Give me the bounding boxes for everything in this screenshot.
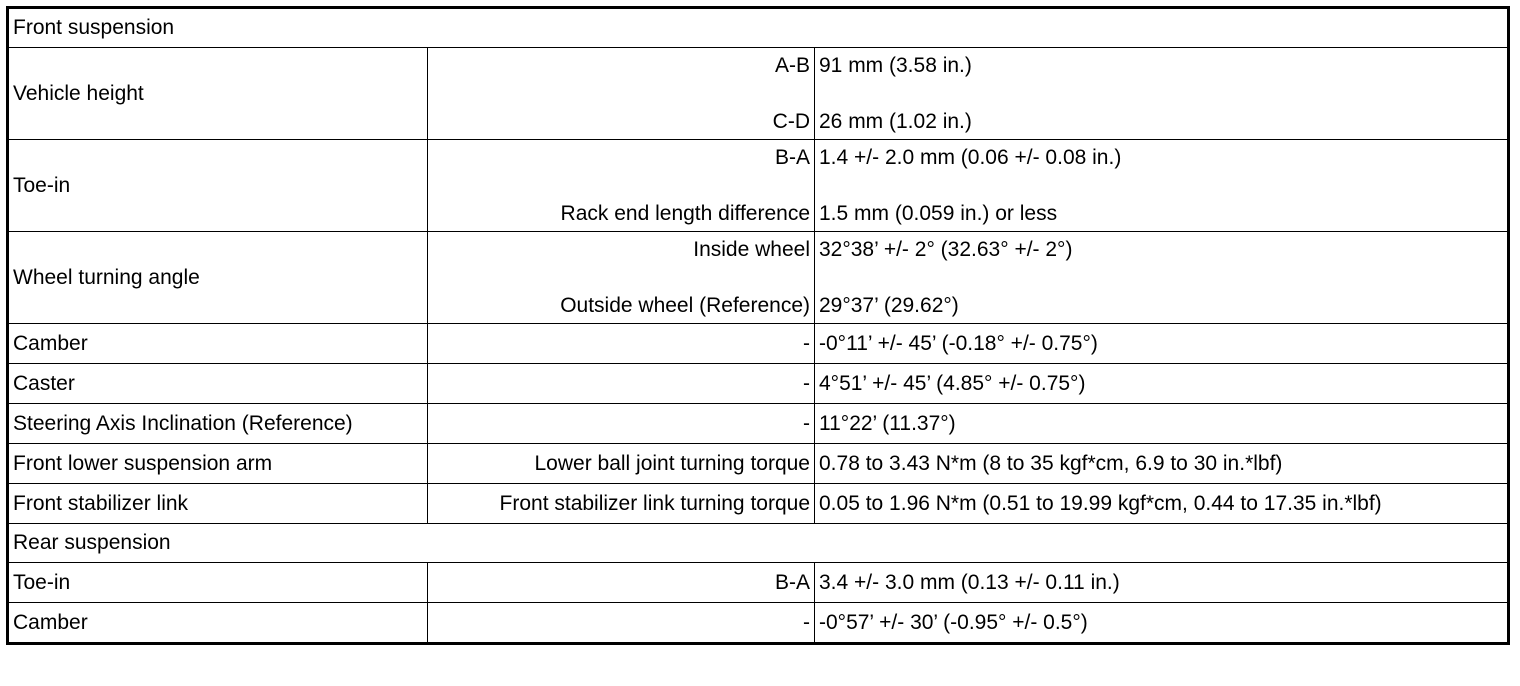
sub-item-label: - [428, 603, 815, 644]
spec-value: -0°57’ +/- 30’ (-0.95° +/- 0.5°) [815, 603, 1509, 644]
item-label: Camber [8, 324, 428, 364]
sub-item-label: - [428, 364, 815, 404]
table-row-front-lower-suspension-arm [8, 444, 1509, 484]
value-cell [815, 140, 1509, 232]
sub-item-label: - [428, 404, 815, 444]
item-label: Front stabilizer link [8, 484, 428, 524]
section-heading-rear: Rear suspension [8, 524, 1509, 563]
sub-item-label: A-B [774, 53, 810, 77]
section-row-rear [8, 524, 1509, 563]
sub-item-label: Rack end length difference [560, 202, 810, 226]
spec-value: 0.05 to 1.96 N*m (0.51 to 19.99 kgf*cm, 0.44 to 17.35 in.*lbf) [815, 484, 1509, 524]
spec-value: 4°51’ +/- 45’ (4.85° +/- 0.75°) [815, 364, 1509, 404]
table-row-caster [8, 364, 1509, 404]
spec-value: 0.78 to 3.43 N*m (8 to 35 kgf*cm, 6.9 to 30 in.*lbf) [815, 444, 1509, 484]
item-label: Front lower suspension arm [8, 444, 428, 484]
spec-value: 3.4 +/- 3.0 mm (0.13 +/- 0.11 in.) [815, 563, 1509, 603]
sub-item-cell [428, 48, 815, 140]
spec-value: 1.4 +/- 2.0 mm (0.06 +/- 0.08 in.) [819, 145, 1122, 169]
value-cell [815, 232, 1509, 324]
item-label: Steering Axis Inclination (Reference) [8, 404, 428, 444]
item-label: Vehicle height [8, 48, 428, 140]
table-row-camber-rear [8, 603, 1509, 644]
table-row-vehicle-height [8, 48, 1509, 140]
sub-item-label: C-D [772, 110, 810, 134]
item-label: Toe-in [8, 563, 428, 603]
sub-item-cell [428, 232, 815, 324]
spec-value: 91 mm (3.58 in.) [819, 53, 972, 77]
table-row-front-stabilizer-link [8, 484, 1509, 524]
spec-value: 29°37’ (29.62°) [819, 294, 959, 318]
sub-item-label: B-A [428, 563, 815, 603]
item-label: Camber [8, 603, 428, 644]
item-label: Toe-in [8, 140, 428, 232]
table-row-steering-axis-inclination [8, 404, 1509, 444]
sub-item-label: Outside wheel (Reference) [560, 294, 810, 318]
item-label: Wheel turning angle [8, 232, 428, 324]
value-cell [815, 48, 1509, 140]
sub-item-label: Front stabilizer link turning torque [428, 484, 815, 524]
spec-value: 1.5 mm (0.059 in.) or less [819, 202, 1058, 226]
table-row-camber-front [8, 324, 1509, 364]
spec-value: 26 mm (1.02 in.) [819, 110, 972, 134]
sub-item-label: - [428, 324, 815, 364]
spec-value: 11°22’ (11.37°) [815, 404, 1509, 444]
sub-item-label: B-A [774, 145, 810, 169]
sub-item-label: Inside wheel [693, 237, 810, 261]
table-row-toe-in-front [8, 140, 1509, 232]
section-row-front [8, 8, 1509, 48]
spec-value: 32°38’ +/- 2° (32.63° +/- 2°) [819, 237, 1073, 261]
table-row-wheel-turning-angle [8, 232, 1509, 324]
section-heading-front: Front suspension [8, 8, 1509, 48]
sub-item-label: Lower ball joint turning torque [428, 444, 815, 484]
suspension-spec-table [6, 6, 1510, 645]
item-label: Caster [8, 364, 428, 404]
sub-item-cell [428, 140, 815, 232]
table-row-toe-in-rear [8, 563, 1509, 603]
spec-value: -0°11’ +/- 45’ (-0.18° +/- 0.75°) [815, 324, 1509, 364]
